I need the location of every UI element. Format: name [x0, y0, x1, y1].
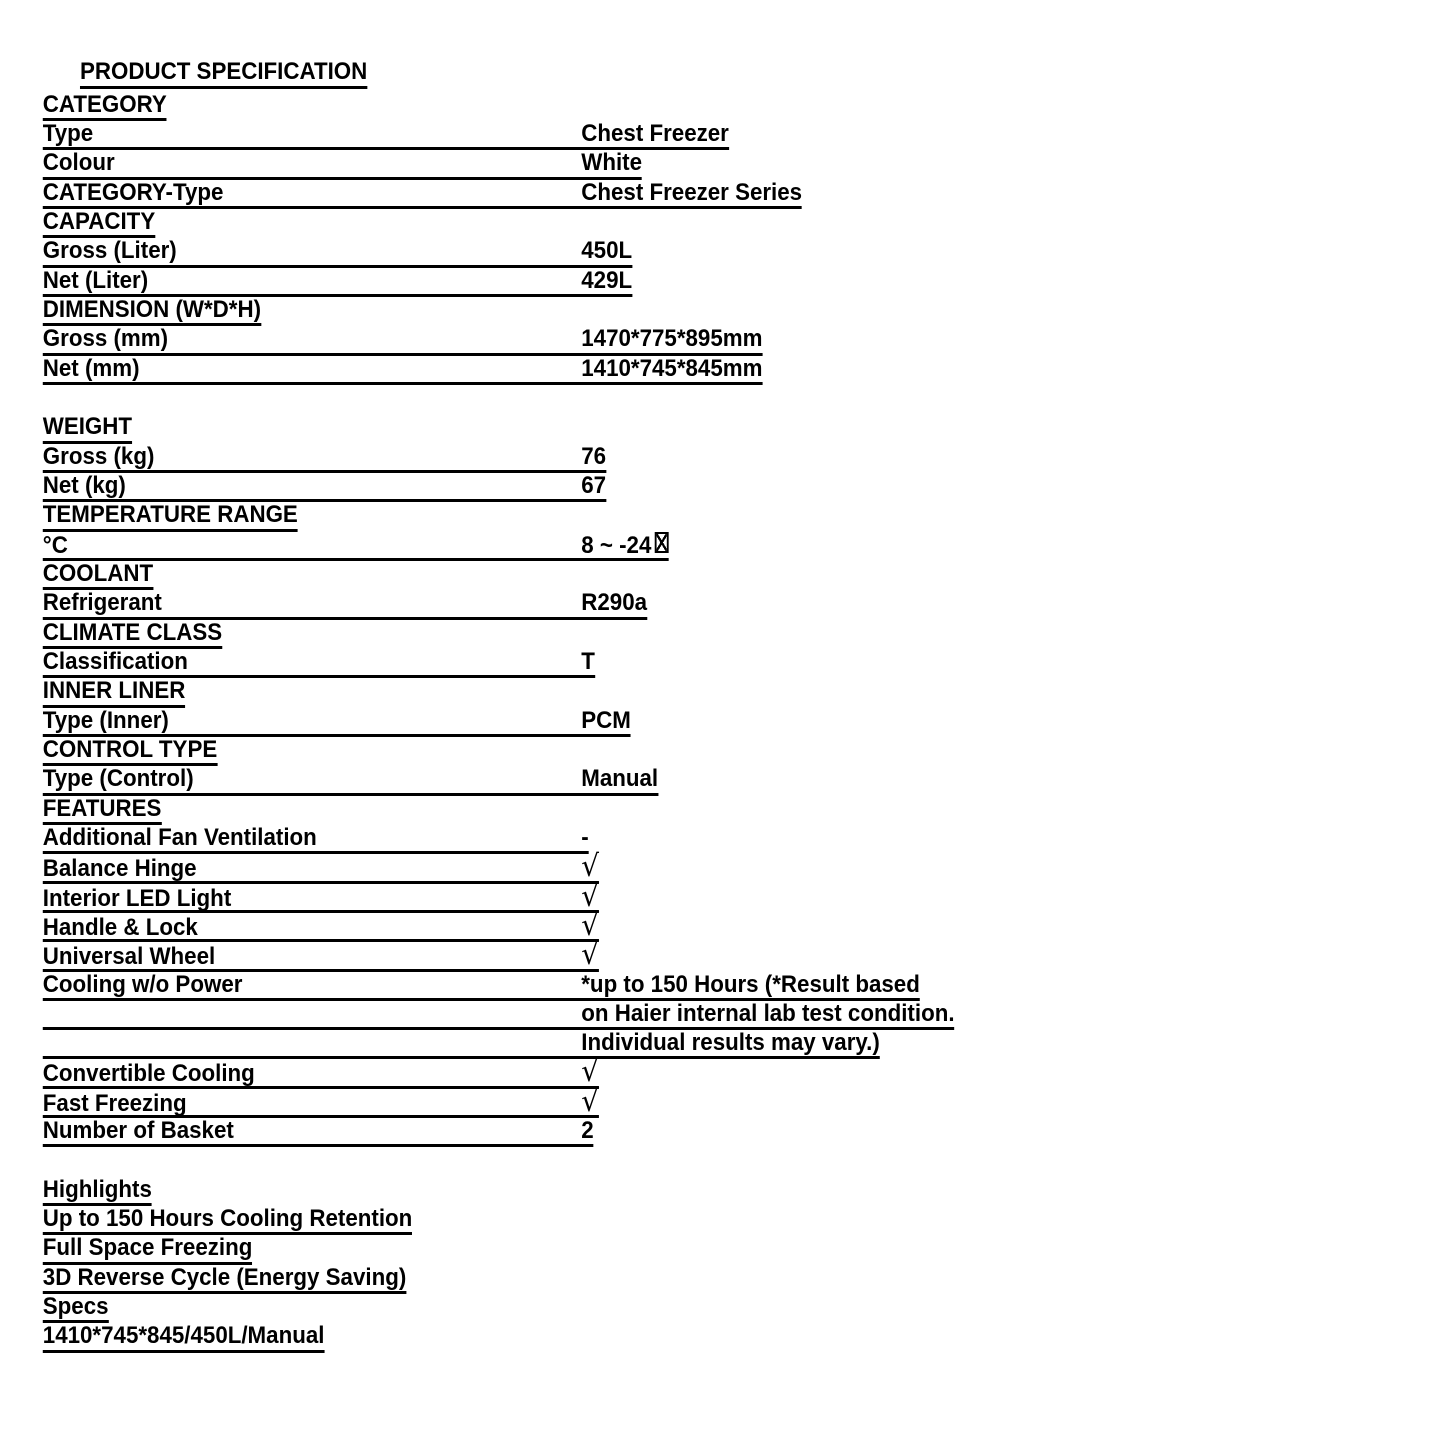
- spec-value: Chest Freezer: [581, 119, 729, 147]
- checkmark-value: √: [581, 1054, 600, 1090]
- spec-row: [43, 972, 920, 1001]
- spec-document: [0, 33, 1440, 1353]
- spec-value: Manual: [581, 765, 659, 793]
- spec-row: [43, 268, 632, 297]
- spec-row: [43, 825, 589, 854]
- title-row: [43, 33, 1440, 86]
- spec-row: [43, 532, 669, 561]
- spec-row: [43, 1030, 880, 1059]
- section-header-row: [43, 209, 1440, 238]
- section-header: FEATURES: [43, 796, 162, 825]
- spec-row: [43, 121, 729, 150]
- highlight-row: [43, 1177, 1440, 1206]
- highlight-text: Specs: [43, 1294, 109, 1323]
- section-header-row: [43, 737, 1440, 766]
- section-header: CONTROL TYPE: [43, 737, 217, 766]
- spec-value: *up to 150 Hours (*Result based: [581, 970, 920, 998]
- checkmark-value: √: [581, 878, 600, 914]
- spec-value: on Haier internal lab test condition.: [581, 999, 955, 1027]
- spec-row: [42, 1083, 600, 1119]
- highlight-row: [43, 1235, 1440, 1264]
- highlight-row: [43, 1265, 1440, 1294]
- spec-row: [43, 649, 595, 678]
- spec-label: Interior LED Light: [42, 884, 232, 912]
- spec-value: T: [581, 647, 595, 675]
- spec-label: °C: [42, 531, 68, 559]
- spec-row: [42, 849, 600, 885]
- section-header-row: [43, 620, 1440, 649]
- spec-value: 8 ~ -24: [581, 531, 652, 559]
- spec-value: White: [581, 149, 643, 177]
- spec-value: 429L: [581, 266, 633, 294]
- spec-label: CATEGORY-Type: [42, 178, 224, 206]
- spec-row: [43, 150, 642, 179]
- spec-row: [42, 937, 600, 973]
- highlight-row: [43, 1323, 1440, 1352]
- highlight-text: Up to 150 Hours Cooling Retention: [43, 1206, 413, 1235]
- section-header: INNER LINER: [43, 678, 186, 707]
- spec-label: Number of Basket: [42, 1117, 234, 1145]
- spec-value: -: [581, 823, 589, 851]
- spec-label: Net (mm): [42, 354, 140, 382]
- section-header-row: [43, 561, 1440, 590]
- spec-label: Net (Liter): [42, 266, 149, 294]
- spec-label: Gross (mm): [42, 325, 169, 353]
- spec-value: Individual results may vary.): [581, 1029, 880, 1057]
- highlight-text: 3D Reverse Cycle (Energy Saving): [43, 1265, 406, 1294]
- spec-value: 1410*745*845mm: [581, 354, 763, 382]
- section-header-row: [43, 796, 1440, 825]
- spec-value: 67: [581, 471, 607, 499]
- spec-label: Net (kg): [42, 471, 126, 499]
- spec-row: [43, 1118, 594, 1147]
- section-header: WEIGHT: [43, 414, 132, 443]
- spacer-row: [43, 1147, 1440, 1176]
- spec-label: Classification: [42, 647, 188, 675]
- section-header-row: [43, 414, 1440, 443]
- spec-value: R290a: [581, 589, 648, 617]
- section-header: CATEGORY: [43, 92, 167, 121]
- spec-label: Type: [42, 119, 94, 147]
- spec-value: PCM: [581, 706, 631, 734]
- spec-row: [43, 590, 647, 619]
- spec-label: Gross (Liter): [42, 237, 177, 265]
- checkmark-value: √: [581, 849, 600, 885]
- highlight-row: [43, 1206, 1440, 1235]
- spec-label: Refrigerant: [42, 589, 162, 617]
- highlight-row: [43, 1294, 1440, 1323]
- highlight-text: Full Space Freezing: [43, 1235, 253, 1264]
- section-header-row: [43, 297, 1440, 326]
- spec-row: [43, 326, 763, 355]
- spec-row: [43, 356, 763, 385]
- missing-glyph-icon: [655, 532, 669, 553]
- highlight-text: Highlights: [43, 1177, 152, 1206]
- spec-row: [42, 878, 600, 914]
- spec-row: [43, 238, 632, 267]
- spec-label: Type (Control): [42, 765, 194, 793]
- highlight-text: 1410*745*845/450L/Manual: [43, 1323, 325, 1352]
- section-header-row: [43, 92, 1440, 121]
- spec-value: 1470*775*895mm: [581, 325, 763, 353]
- spec-label: Colour: [42, 149, 115, 177]
- spec-label: Cooling w/o Power: [42, 970, 243, 998]
- section-header: CAPACITY: [43, 209, 155, 238]
- spec-row: [43, 708, 631, 737]
- spec-label: Handle & Lock: [42, 913, 198, 941]
- spec-label: Additional Fan Ventilation: [42, 823, 317, 851]
- checkmark-value: √: [581, 937, 600, 973]
- section-header: TEMPERATURE RANGE: [43, 502, 298, 531]
- spec-row: [43, 1001, 955, 1030]
- spec-value: 2: [581, 1117, 594, 1145]
- spacer-row: [43, 385, 1440, 414]
- spec-value: Chest Freezer Series: [581, 178, 803, 206]
- spec-label: Gross (kg): [42, 442, 155, 470]
- spec-row: [43, 180, 802, 209]
- spec-value: 76: [581, 442, 607, 470]
- spec-label: Balance Hinge: [42, 855, 197, 883]
- spec-label: Universal Wheel: [42, 943, 216, 971]
- spec-label: Convertible Cooling: [42, 1060, 255, 1088]
- spec-table: [43, 92, 1440, 1353]
- spec-label: Fast Freezing: [42, 1089, 187, 1117]
- section-header-row: [43, 502, 1440, 531]
- spec-label: Type (Inner): [42, 706, 169, 734]
- checkmark-value: √: [581, 1083, 600, 1119]
- section-header: COOLANT: [43, 561, 153, 590]
- checkmark-value: √: [581, 907, 600, 943]
- spec-row: [43, 444, 606, 473]
- section-header-row: [43, 678, 1440, 707]
- spec-row: [43, 766, 658, 795]
- spec-row: [42, 907, 600, 943]
- page-title: PRODUCT SPECIFICATION: [80, 59, 367, 88]
- spec-row: [42, 1054, 600, 1090]
- spec-value: 450L: [581, 237, 633, 265]
- section-header: CLIMATE CLASS: [43, 620, 222, 649]
- section-header: DIMENSION (W*D*H): [43, 297, 261, 326]
- spec-row: [43, 473, 606, 502]
